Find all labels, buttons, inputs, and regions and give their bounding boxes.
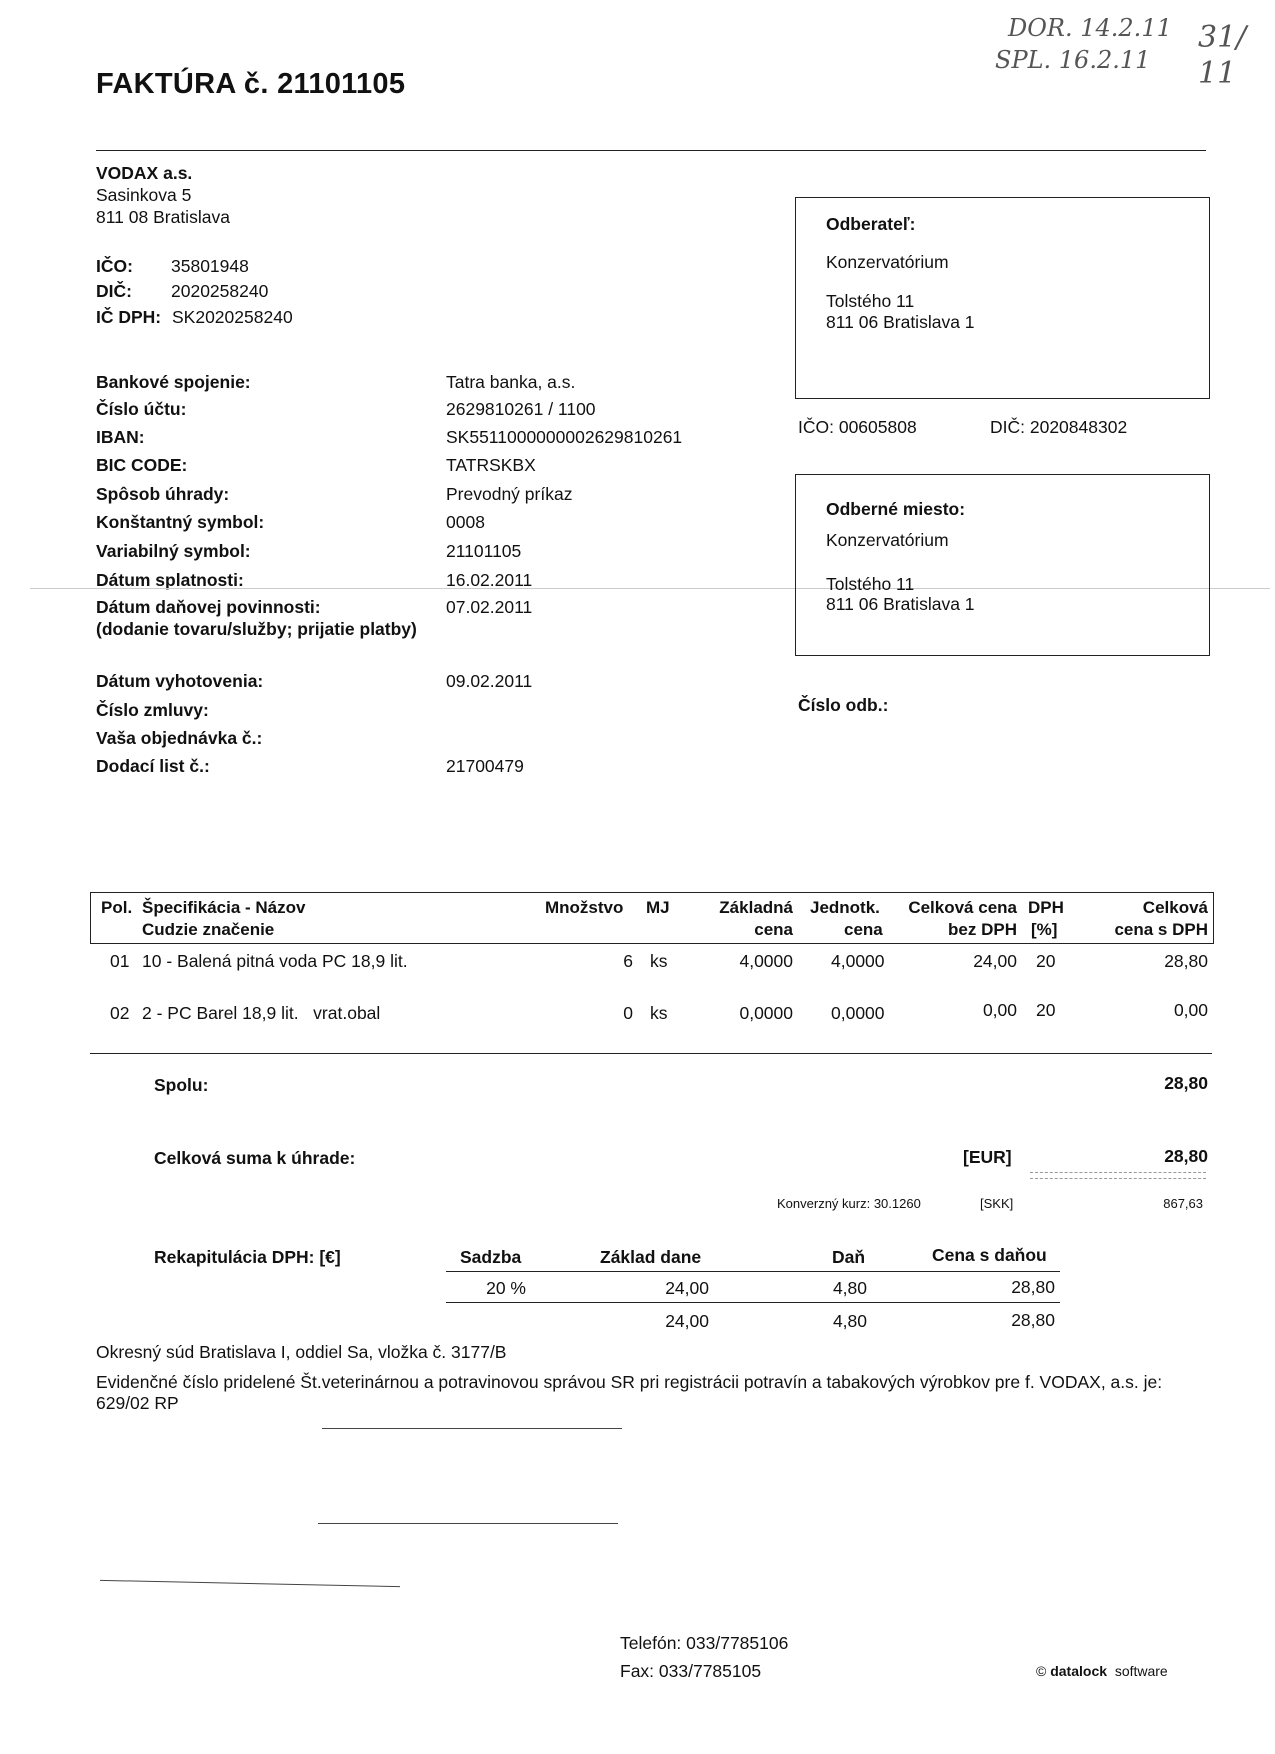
customer-dic: DIČ: 2020848302 xyxy=(990,417,1128,437)
row1-dph: 20 xyxy=(1036,951,1056,971)
col-base-sub: cena xyxy=(754,920,793,939)
supplier-icdph-label: IČ DPH: xyxy=(96,307,162,327)
tax-date-note: (dodanie tovaru/služby; prijatie platby) xyxy=(96,619,417,639)
bank-label: Bankové spojenie: xyxy=(96,372,251,392)
vat-row-base: 24,00 xyxy=(665,1278,709,1298)
supplier-ico: 35801948 xyxy=(171,256,249,276)
delivery-street: Tolstého 11 xyxy=(826,574,915,594)
col-unit-sub: cena xyxy=(844,920,883,939)
col-qty: Množstvo xyxy=(545,898,624,917)
handwritten-corner-number: 31/11 xyxy=(1198,20,1247,91)
col-spec-sub: Cudzie značenie xyxy=(142,920,275,939)
due-date-label: Dátum splatnosti: xyxy=(96,570,244,590)
vat-row-total: 28,80 xyxy=(1011,1277,1055,1297)
total-label: Spolu: xyxy=(154,1075,209,1095)
issue-date-label: Dátum vyhotovenia: xyxy=(96,671,264,691)
account-label: Číslo účtu: xyxy=(96,399,187,419)
bank-value: Tatra banka, a.s. xyxy=(446,372,576,392)
delivery-city: 811 06 Bratislava 1 xyxy=(826,594,975,614)
col-spec: Špecifikácia - Názov xyxy=(142,898,306,917)
total-value: 28,80 xyxy=(1164,1073,1208,1093)
col-unit: Jednotk. xyxy=(810,898,880,917)
veterinary-registration: Evidenčné číslo pridelené Št.veterinárnou a potravinovou správou SR pri registrácii potravín a tabakových výrobkov pre f. VODAX, a.s. je: 629/02 RP xyxy=(96,1372,1163,1413)
tax-date-value: 07.02.2011 xyxy=(446,597,533,617)
row2-unit: 0,0000 xyxy=(831,1003,885,1023)
vat-recap-label: Rekapitulácia DPH: [€] xyxy=(154,1247,341,1267)
iban-value: SK5511000000002629810261 xyxy=(446,427,683,447)
items-table-bottom-rule xyxy=(90,1053,1212,1054)
row1-qty: 6 xyxy=(623,951,633,971)
supplier-dic-label: DIČ: xyxy=(96,281,132,301)
col-pol: Pol. xyxy=(101,898,133,917)
vat-row-tax: 4,80 xyxy=(832,1278,867,1298)
software-credit xyxy=(1036,1663,1168,1679)
skk-value: 867,63 xyxy=(1163,1196,1203,1211)
payment-method-label: Spôsob úhrady: xyxy=(96,484,230,504)
iban-label: IBAN: xyxy=(96,427,145,447)
vat-sum-rule xyxy=(446,1302,1060,1303)
row1-mj: ks xyxy=(650,951,668,971)
row1-gross: 28,80 xyxy=(1164,951,1208,971)
amount-due-dash-2 xyxy=(1030,1178,1206,1179)
customer-ico: IČO: 00605808 xyxy=(798,417,917,437)
contract-number-label: Číslo zmluvy: xyxy=(96,700,209,720)
customer-name: Konzervatórium xyxy=(826,252,949,272)
amount-due-currency: [EUR] xyxy=(963,1147,1012,1167)
row2-dph: 20 xyxy=(1036,1000,1056,1020)
constant-symbol-label: Konštantný symbol: xyxy=(96,512,265,532)
col-gross: Celková xyxy=(1142,898,1208,917)
row2-base: 0,0000 xyxy=(739,1003,793,1023)
amount-due-dash-1 xyxy=(1030,1172,1206,1173)
vat-sum-base: 24,00 xyxy=(665,1311,709,1331)
col-total-sub: bez DPH xyxy=(948,920,1017,939)
software-word: software xyxy=(1114,1663,1168,1679)
supplier-icdph: SK2020258240 xyxy=(172,307,293,327)
col-total: Celková cena xyxy=(908,898,1017,917)
handwritten-paid-note: SPL. 16.2.11 xyxy=(995,46,1151,74)
order-number-label: Vaša objednávka č.: xyxy=(96,728,263,748)
vat-header-rule xyxy=(446,1271,1060,1272)
court-registration: Okresný súd Bratislava I, oddiel Sa, vložka č. 3177/B xyxy=(96,1342,507,1362)
supplier-dic: 2020258240 xyxy=(171,281,269,301)
bic-value: TATRSKBX xyxy=(446,455,536,475)
row2-pol: 02 xyxy=(110,1003,130,1023)
signature-line-3 xyxy=(100,1580,400,1587)
vat-col-base: Základ dane xyxy=(600,1247,702,1267)
row2-total: 0,00 xyxy=(982,1000,1017,1020)
delivery-name: Konzervatórium xyxy=(826,530,949,550)
supplier-ico-label: IČO: xyxy=(96,256,133,276)
payment-method-value: Prevodný príkaz xyxy=(446,484,573,504)
col-mj: MJ xyxy=(646,898,670,917)
copyright-icon: © xyxy=(1036,1663,1051,1679)
customer-number-label: Číslo odb.: xyxy=(798,695,889,715)
row1-unit: 4,0000 xyxy=(831,951,885,971)
signature-line-1 xyxy=(322,1428,622,1429)
row1-pol: 01 xyxy=(110,951,130,971)
vat-row-rate: 20 % xyxy=(486,1278,526,1298)
invoice-title: FAKTÚRA č. 21101105 xyxy=(96,68,406,100)
signature-line-2 xyxy=(318,1523,618,1524)
col-gross-sub: cena s DPH xyxy=(1114,920,1208,939)
delivery-note-label: Dodací list č.: xyxy=(96,756,210,776)
amount-due-label: Celková suma k úhrade: xyxy=(154,1148,356,1168)
skk-label: [SKK] xyxy=(980,1196,1014,1211)
supplier-city: 811 08 Bratislava xyxy=(96,207,230,227)
footer-fax: Fax: 033/7785105 xyxy=(620,1661,762,1681)
supplier-name: VODAX a.s. xyxy=(96,163,193,183)
customer-street: Tolstého 11 xyxy=(826,291,915,311)
col-dph: DPH xyxy=(1028,898,1064,917)
customer-heading: Odberateľ: xyxy=(826,214,916,234)
issue-date-value: 09.02.2011 xyxy=(446,671,533,691)
tax-date-label: Dátum daňovej povinnosti: xyxy=(96,597,321,617)
variable-symbol-label: Variabilný symbol: xyxy=(96,541,251,561)
software-brand: datalock xyxy=(1050,1663,1108,1679)
amount-due-value: 28,80 xyxy=(1164,1146,1208,1166)
delivery-heading: Odberné miesto: xyxy=(826,499,966,519)
customer-city: 811 06 Bratislava 1 xyxy=(826,312,975,332)
conversion-rate: Konverzný kurz: 30.1260 xyxy=(777,1196,921,1211)
constant-symbol-value: 0008 xyxy=(446,512,485,532)
header-divider xyxy=(96,150,1206,151)
variable-symbol-value: 21101105 xyxy=(446,541,522,561)
vat-sum-total: 28,80 xyxy=(1011,1310,1055,1330)
row1-base: 4,0000 xyxy=(739,951,793,971)
row1-total: 24,00 xyxy=(973,951,1017,971)
vat-col-rate: Sadzba xyxy=(460,1247,522,1267)
delivery-note-value: 21700479 xyxy=(446,756,524,776)
due-date-value: 16.02.2011 xyxy=(446,570,533,590)
row2-mj: ks xyxy=(650,1003,668,1023)
vat-sum-tax: 4,80 xyxy=(832,1311,867,1331)
vat-col-tax: Daň xyxy=(832,1247,866,1267)
bic-label: BIC CODE: xyxy=(96,455,188,475)
row2-name: 2 - PC Barel 18,9 lit. vrat.obal xyxy=(142,1003,381,1023)
col-base: Základná xyxy=(719,898,793,917)
row2-gross: 0,00 xyxy=(1173,1000,1208,1020)
footer-phone: Telefón: 033/7785106 xyxy=(620,1633,789,1653)
account-value: 2629810261 / 1100 xyxy=(446,399,596,419)
vat-col-total: Cena s daňou xyxy=(932,1245,1047,1265)
supplier-street: Sasinkova 5 xyxy=(96,185,192,205)
col-dph-sub: [%] xyxy=(1031,920,1058,939)
handwritten-received-note: DOR. 14.2.11 xyxy=(1008,14,1172,42)
row2-qty: 0 xyxy=(623,1003,633,1023)
row1-name: 10 - Balená pitná voda PC 18,9 lit. xyxy=(142,951,408,971)
